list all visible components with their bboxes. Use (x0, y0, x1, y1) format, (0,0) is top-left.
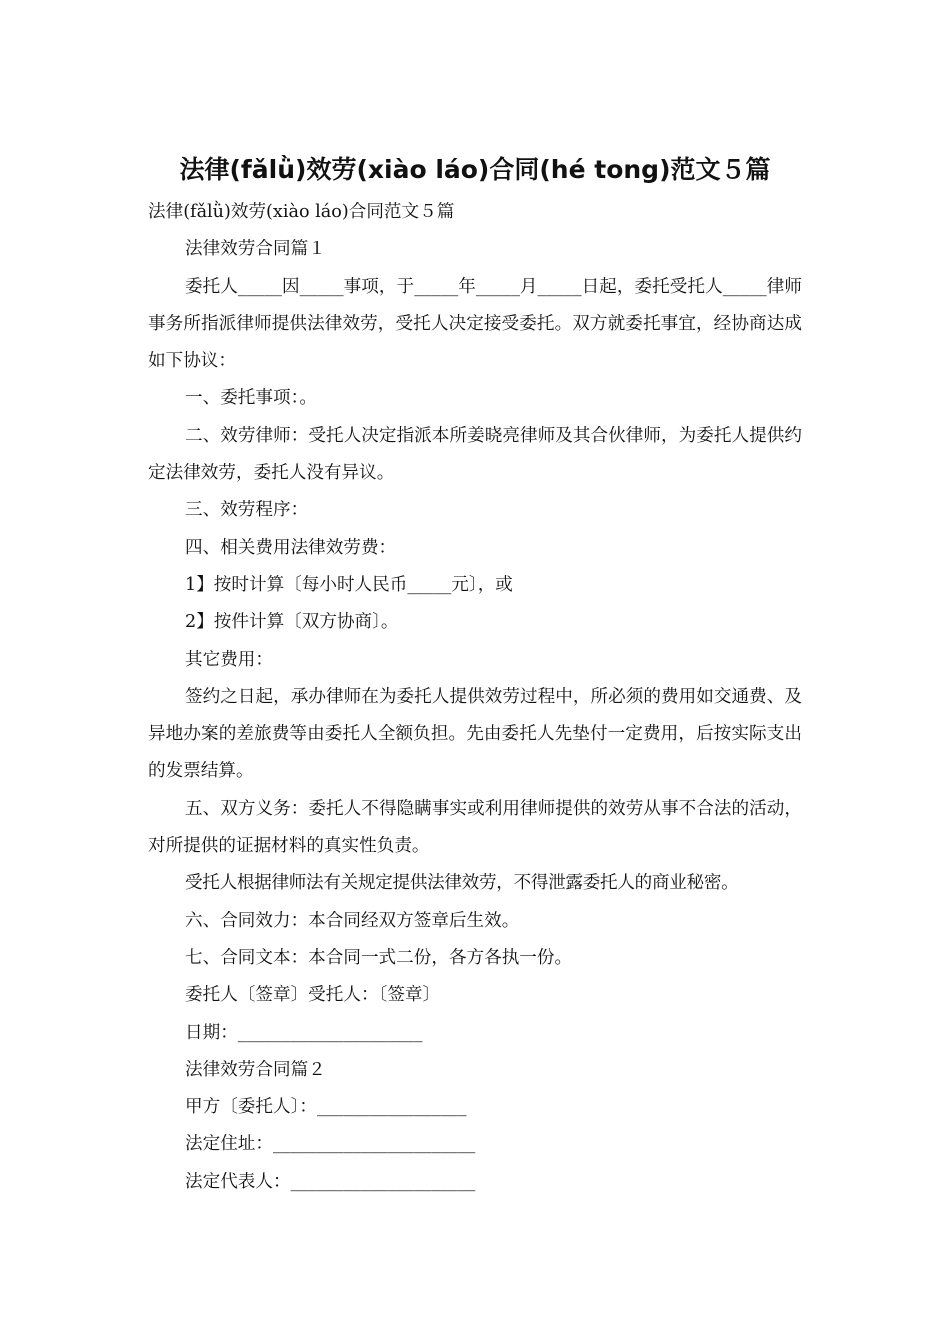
party-a-line: 甲方〔委托人〕：_________________ (185, 1097, 467, 1118)
date-line: 日期：_____________________ (185, 1022, 423, 1043)
clause-6: 六、合同效力：本合同经双方签章后生效。 (185, 910, 520, 931)
fee-option-2: 2】按件计算〔双方协商〕。 (185, 612, 399, 633)
section-heading-1: 法律效劳合同篇１ (185, 239, 326, 260)
clause-7: 七、合同文本：本合同一式二份，各方各执一份。 (185, 947, 573, 968)
clause-2: 二、效劳律师：受托人决定指派本所姜晓亮律师及其合伙律师，为委托人提供约定法律效劳，委托人没有异议。 (148, 425, 802, 484)
clause-4: 四、相关费用法律效劳费： (185, 537, 397, 558)
clause-5-cont: 受托人根据律师法有关规定提供法律效劳，不得泄露委托人的商业秘密。 (185, 873, 739, 894)
clause-5: 五、双方义务：委托人不得隐瞒事实或利用律师提供的效劳从事不合法的活动，对所提供的证据材料的真实性负责。 (148, 798, 802, 857)
document-title: 法律(fǎlǜ)效劳(xiào láo)合同(hé tong)范文５篇 (179, 155, 771, 184)
clause-1: 一、委托事项：。 (185, 388, 317, 409)
document-body (148, 194, 802, 1201)
subtitle-line: 法律(fǎlǜ)效劳(xiào láo)合同范文５篇 (148, 202, 455, 222)
legal-rep-line: 法定代表人：_____________________ (185, 1171, 476, 1192)
paragraph-intro: 委托人_____因_____事项，于_____年_____月_____日起，委托受托人_____律师事务所指派律师提供法律效劳，受托人决定接受委托。双方就委托事宜，经协商达成如下协议： (148, 276, 802, 372)
signature-line: 委托人〔签章〕受托人：〔签章〕 (185, 985, 441, 1006)
section-heading-2: 法律效劳合同篇２ (185, 1059, 326, 1080)
other-fees-text: 签约之日起，承办律师在为委托人提供效劳过程中，所必须的费用如交通费、及异地办案的差旅费等由委托人全额负担。先由委托人先垫付一定费用，后按实际支出的发票结算。 (148, 686, 802, 782)
address-line: 法定住址：_______________________ (185, 1134, 476, 1155)
clause-3: 三、效劳程序： (185, 500, 309, 521)
other-fees-label: 其它费用： (185, 649, 273, 670)
fee-option-1: 1】按时计算〔每小时人民币_____元〕，或 (185, 574, 513, 595)
